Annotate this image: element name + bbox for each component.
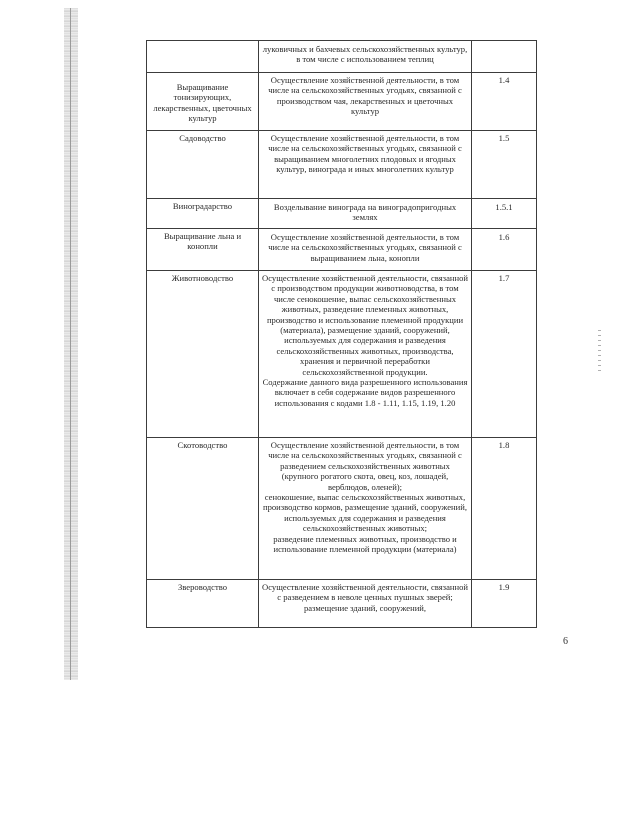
description-paragraph: сенокошение, выпас сельскохозяйственных животных, производство кормов, размещение зданий, сооружений, используемых для содержания и разведения сельскохозяйственных животных; — [262, 492, 468, 534]
page-number: 6 — [563, 636, 568, 647]
use-description — [259, 41, 472, 73]
use-name: Садоводство — [147, 131, 259, 199]
table-row — [147, 580, 537, 628]
scan-artifact — [598, 330, 601, 374]
description-paragraph: Осуществление хозяйственной деятельности, в том числе на сельскохозяйственных угодьях, связанной с выращиванием льна, конопли — [268, 232, 462, 263]
binding-strip — [64, 8, 78, 680]
table-row — [147, 73, 537, 131]
binding-line — [70, 8, 71, 680]
use-name: Виноградарство — [147, 199, 259, 229]
use-name: Животноводство — [147, 271, 259, 438]
use-name: Скотоводство — [147, 438, 259, 580]
description-paragraph: Содержание данного вида разрешенного использования включает в себя содержание видов разрешенного использования с кодами 1.8 - 1.11, 1.15, 1.19, 1.20 — [262, 377, 468, 408]
use-code — [472, 41, 537, 73]
table-row — [147, 131, 537, 199]
use-code: 1.6 — [472, 229, 537, 271]
use-name: Звероводство — [147, 580, 259, 628]
description-paragraph: луковичных и бахчевых сельскохозяйственных культур, в том числе с использованием теплиц — [262, 44, 468, 65]
use-code: 1.7 — [472, 271, 537, 438]
table-row — [147, 41, 537, 73]
use-code: 1.4 — [472, 73, 537, 131]
description-paragraph: Осуществление хозяйственной деятельности, в том числе на сельскохозяйственных угодьях, связанной с разведением сельскохозяйственных животных (крупного рогатого скота, овец, коз, лошадей, верблюдов, оленей); — [268, 440, 462, 492]
use-description — [259, 73, 472, 131]
use-name: Выращивание тонизирующих, лекарственных, цветочных культур — [147, 73, 259, 131]
table-row — [147, 199, 537, 229]
use-code: 1.5.1 — [472, 199, 537, 229]
use-description — [259, 131, 472, 199]
use-description — [259, 229, 472, 271]
description-paragraph: разведение племенных животных, производство и использование племенной продукции (материала) — [273, 533, 457, 555]
description-paragraph: Возделывание винограда на виноградопригодных землях — [273, 202, 457, 223]
use-code: 1.8 — [472, 438, 537, 580]
description-paragraph: Осуществление хозяйственной деятельности, в том числе на сельскохозяйственных угодьях, связанной с выращиванием многолетних плодовых и ягодных культур, винограда и иных многолетних культур — [268, 133, 462, 175]
use-code: 1.9 — [472, 580, 537, 628]
description-paragraph: Осуществление хозяйственной деятельности, связанной с разведением в неволе ценных пушных зверей; — [262, 582, 468, 603]
table-row — [147, 438, 537, 580]
use-code: 1.5 — [472, 131, 537, 199]
table-row — [147, 271, 537, 438]
use-description — [259, 580, 472, 628]
use-name — [147, 41, 259, 73]
land-use-table — [146, 40, 537, 628]
use-name: Выращивание льна и конопли — [147, 229, 259, 271]
description-paragraph: Осуществление хозяйственной деятельности, связанной с производством продукции животноводства, в том числе сенокошение, выпас сельскохозяйственных животных, разведение племенных животных, производство и использование племенной продукции (материала), размещение зданий, сооружений, используемых для содержания и разведения сельскохозяйственных животных, производства, хранения и первичной переработки сельскохозяйственной продукции. — [262, 273, 468, 377]
use-description — [259, 438, 472, 580]
table-row — [147, 229, 537, 271]
use-description — [259, 199, 472, 229]
use-description — [259, 271, 472, 438]
description-paragraph: Осуществление хозяйственной деятельности, в том числе на сельскохозяйственных угодьях, связанной с производством чая, лекарственных и цветочных культур — [268, 75, 462, 117]
description-paragraph: размещение зданий, сооружений, — [303, 602, 427, 613]
